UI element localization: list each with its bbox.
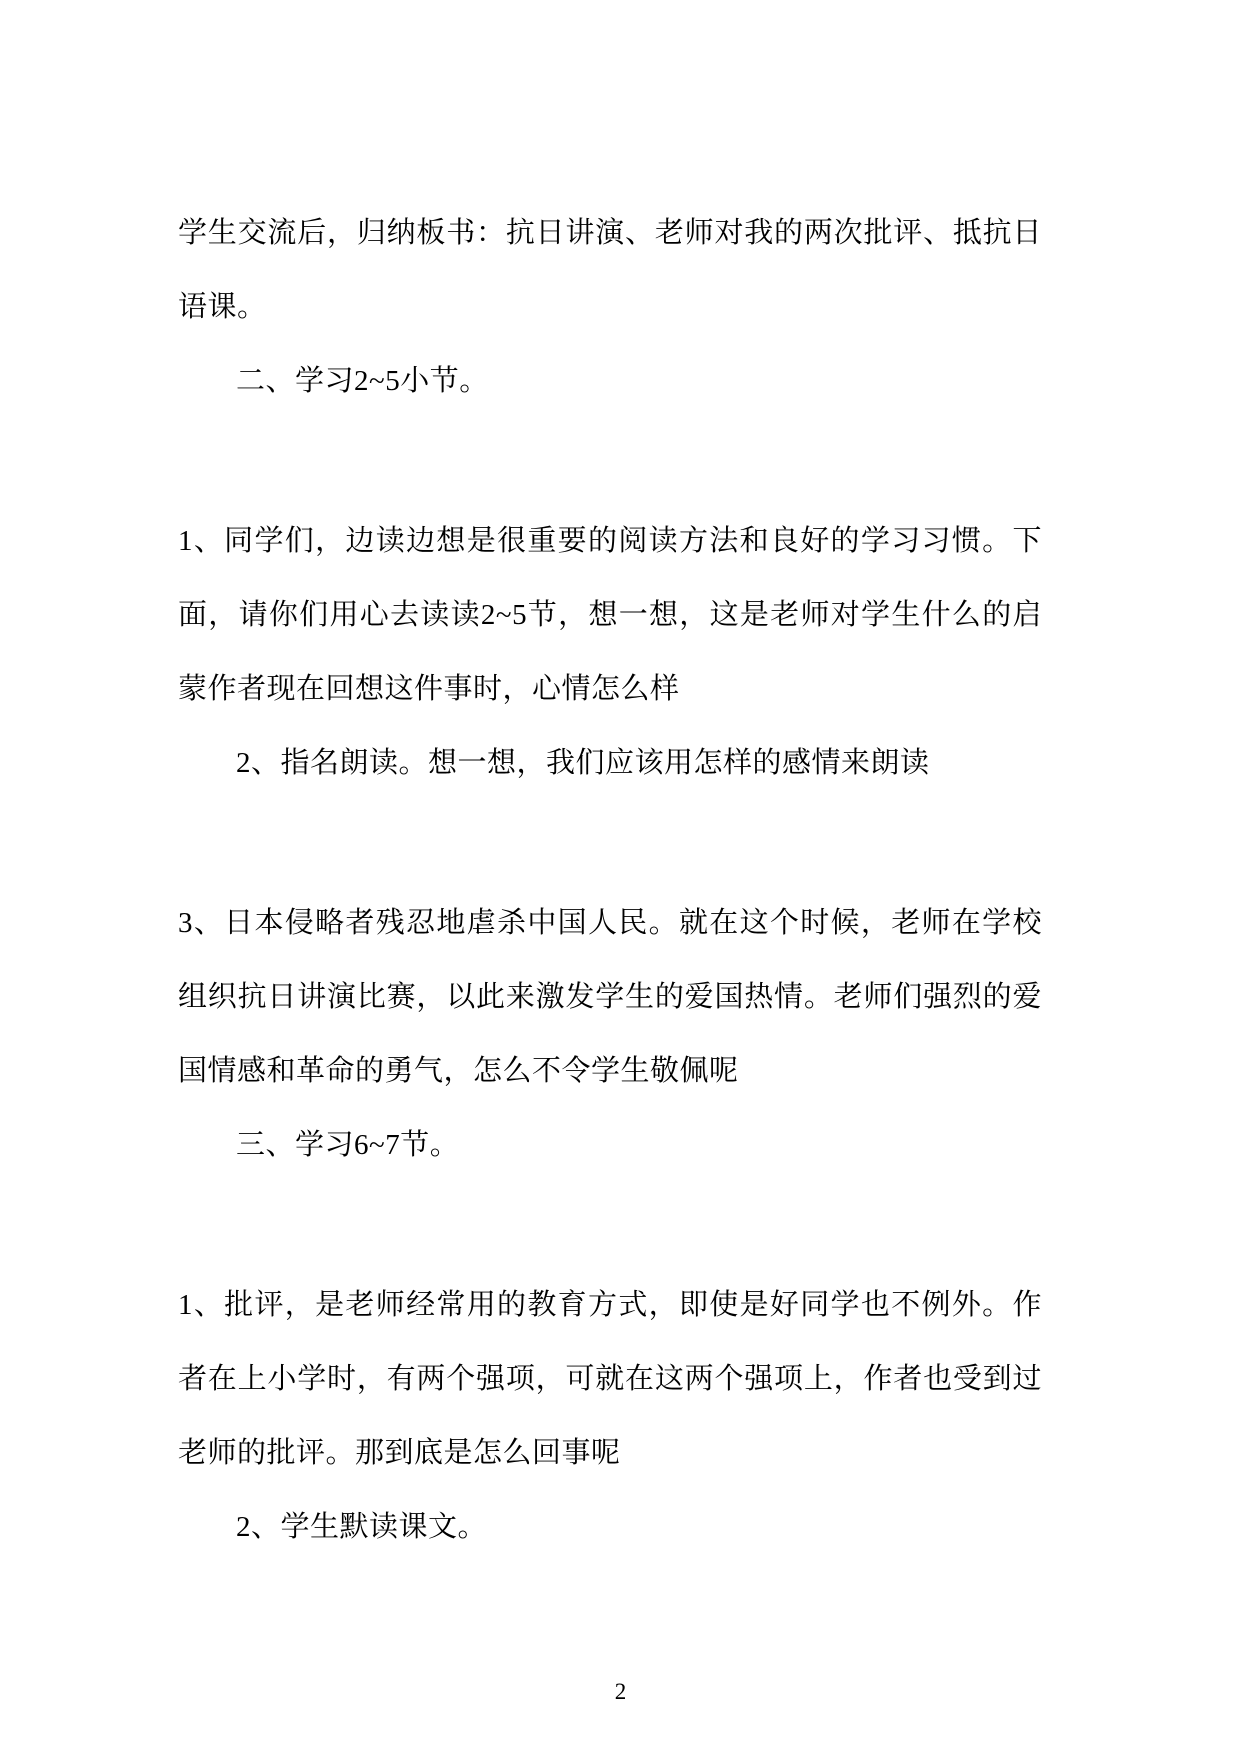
paragraph-step-1-read-think: 1、同学们，边读边想是很重要的阅读方法和良好的学习习惯。下面，请你们用心去读读2~5节，想一想，这是老师对学生什么的启蒙作者现在回想这件事时，心情怎么样	[178, 525, 1042, 705]
paragraph-board-summary: 学生交流后，归纳板书：抗日讲演、老师对我的两次批评、抵抗日语课。	[178, 217, 1042, 323]
document-body	[178, 196, 1042, 1564]
paragraph-step-3-background: 3、日本侵略者残忍地虐杀中国人民。就在这个时候，老师在学校组织抗日讲演比赛，以此来激发学生的爱国热情。老师们强烈的爱国情感和革命的勇气，怎么不令学生敬佩呢	[178, 907, 1042, 1087]
page-number: 2	[614, 1679, 627, 1704]
section-heading-2: 二、学习2~5小节。	[236, 365, 489, 397]
paragraph-step-2-read-aloud: 2、指名朗读。想一想，我们应该用怎样的感情来朗读	[236, 747, 930, 779]
paragraph-step-1-criticism: 1、批评，是老师经常用的教育方式，即使是好同学也不例外。作者在上小学时，有两个强项，可就在这两个强项上，作者也受到过老师的批评。那到底是怎么回事呢	[178, 1289, 1042, 1469]
paragraph-step-2-silent-read: 2、学生默读课文。	[236, 1511, 488, 1543]
section-heading-3: 三、学习6~7节。	[236, 1129, 460, 1161]
